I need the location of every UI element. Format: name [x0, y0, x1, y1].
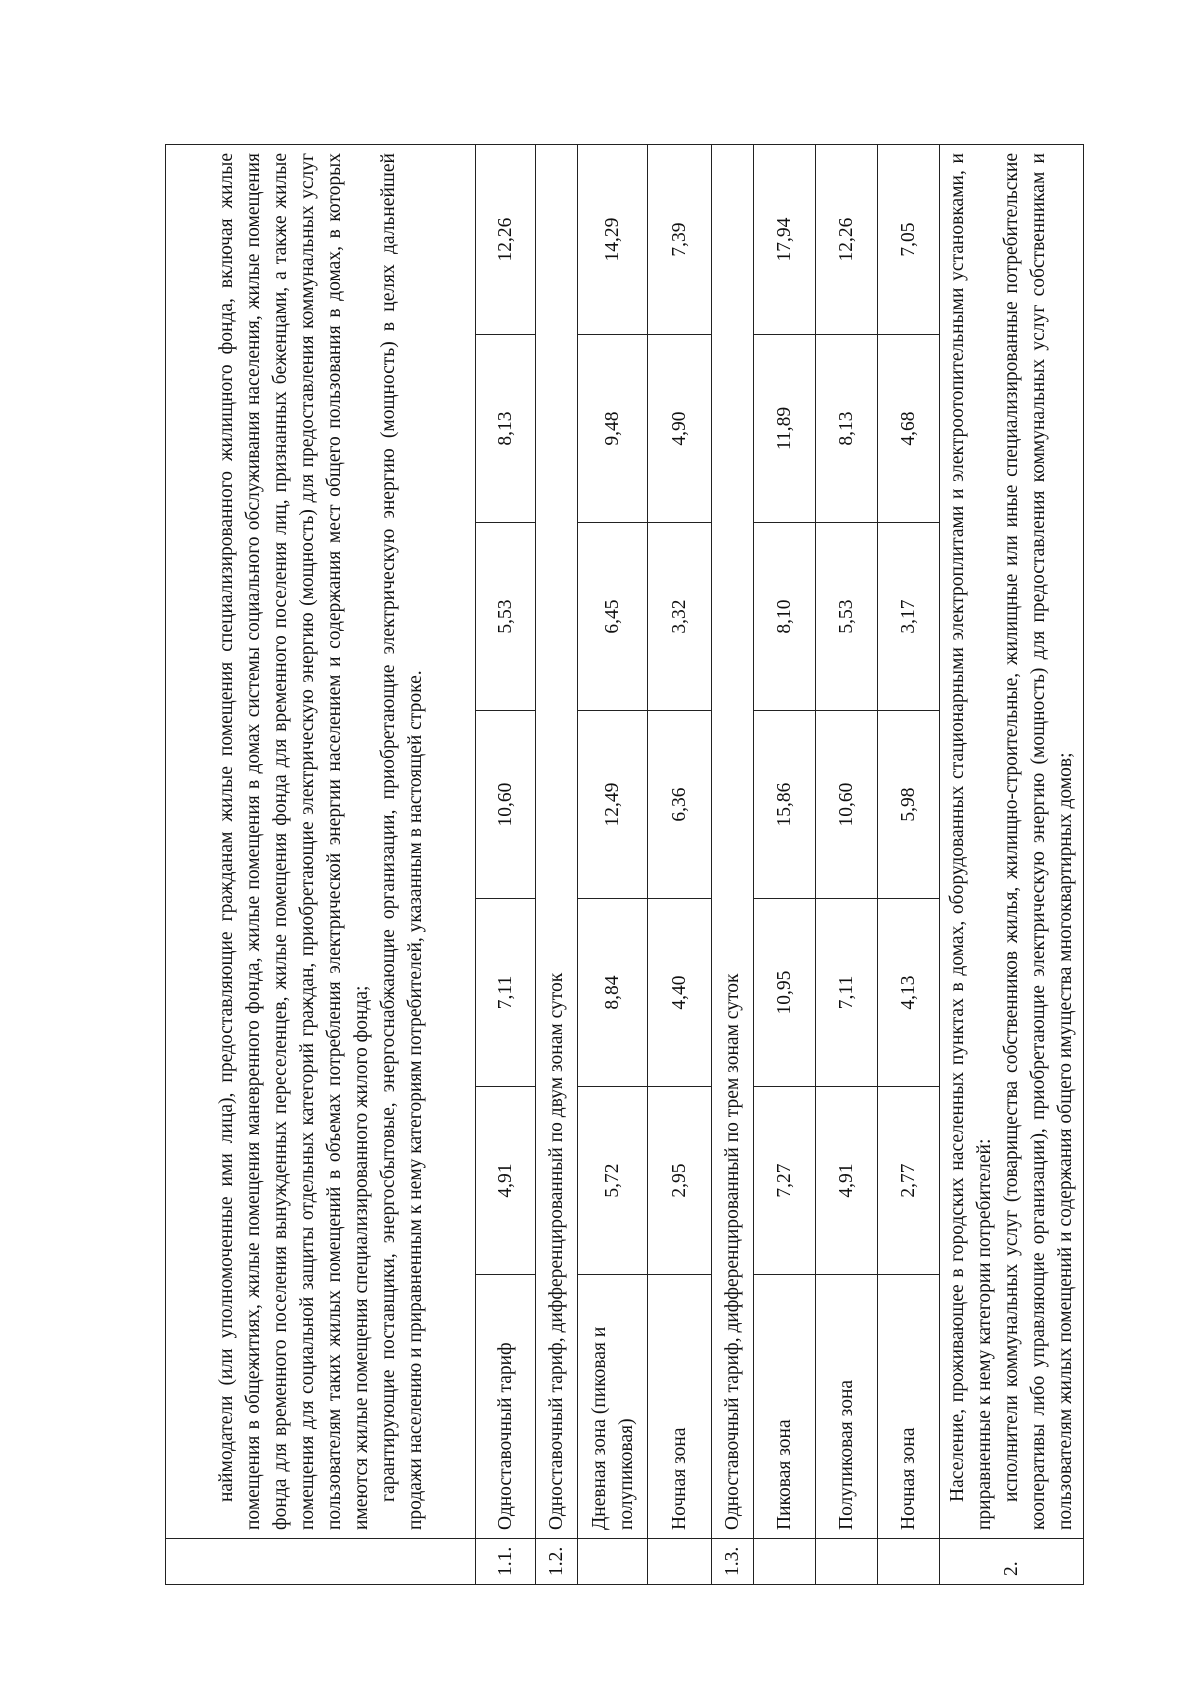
value-cell: 14,29: [578, 145, 648, 335]
intro-index-cell: [166, 1539, 476, 1585]
value-cell: 12,26: [476, 145, 536, 335]
value-cell: 3,17: [878, 523, 940, 711]
value-cell: 9,48: [578, 335, 648, 523]
table-row: [754, 145, 816, 1585]
value-cell: 12,49: [578, 711, 648, 899]
value-cell: 10,60: [816, 711, 878, 899]
value-cell: 8,13: [476, 335, 536, 523]
value-cell: 6,45: [578, 523, 648, 711]
table-row: [816, 145, 878, 1585]
rotated-tariff-table: [165, 145, 1076, 1585]
value-cell: 7,05: [878, 145, 940, 335]
intro-text-cell: [166, 145, 476, 1539]
row-label: Полупиковая зона: [816, 1275, 878, 1539]
value-cell: 7,11: [476, 899, 536, 1087]
row-label: Дневная зона (пиковая и полупиковая): [578, 1275, 648, 1539]
value-cell: 8,10: [754, 523, 816, 711]
row-label: Ночная зона: [648, 1275, 712, 1539]
row-index: 2.: [940, 1539, 1084, 1585]
row-index: [816, 1539, 878, 1585]
value-cell: 7,11: [816, 899, 878, 1087]
value-cell: 12,26: [816, 145, 878, 335]
value-cell: 4,90: [648, 335, 712, 523]
section2-row: [940, 145, 1084, 1585]
section-title: Одноставочный тариф, дифференцированный по трем зонам суток: [712, 145, 754, 1539]
value-cell: 7,27: [754, 1087, 816, 1275]
value-cell: 4,13: [878, 899, 940, 1087]
value-cell: 11,89: [754, 335, 816, 523]
intro-paragraph: наймодатели (или уполномоченные ими лица), предоставляющие гражданам жилые помещения специализированного жилищного фонда, включая жилые помещения в общежитиях, жилые помещения маневренного фонда, жилые помещения в домах системы социального обслуживания населения, жилые помещения фонда для временного поселения вынужденных переселенцев, жилые помещения фонда для временного поселения лиц, признанных беженцами, а также жилые помещения для социальной защиты отдельных категорий граждан, приобретающие электрическую энергию (мощность) для предоставления коммунальных услуг пользователям таких жилых помещений в объемах потребления электрической энергии населением и содержания мест общего пользования в домах, в которых имеются жилые помещения специализированного жилого фонда;: [215, 153, 372, 1530]
value-cell: 10,60: [476, 711, 536, 899]
value-cell: 10,95: [754, 899, 816, 1087]
row-index: [754, 1539, 816, 1585]
value-cell: 2,95: [648, 1087, 712, 1275]
row-index: 1.2.: [536, 1539, 578, 1585]
row-index: 1.3.: [712, 1539, 754, 1585]
value-cell: 15,86: [754, 711, 816, 899]
intro-row: [166, 145, 476, 1585]
table-row: [648, 145, 712, 1585]
section2-paragraph: Население, проживающее в городских населенных пунктах в домах, оборудованных стационарными электроплитами и электроотопительными установками, и приравненные к нему категории потребителей:: [947, 153, 995, 1530]
value-cell: 2,77: [878, 1087, 940, 1275]
value-cell: 4,91: [816, 1087, 878, 1275]
value-cell: 4,91: [476, 1087, 536, 1275]
value-cell: 3,32: [648, 523, 712, 711]
value-cell: 8,13: [816, 335, 878, 523]
value-cell: 4,40: [648, 899, 712, 1087]
table-row: [578, 145, 648, 1585]
table-row: [476, 145, 536, 1585]
table-row: [878, 145, 940, 1585]
section2-paragraph: исполнители коммунальных услуг (товарищества собственников жилья, жилищно-строительные, жилищные или иные специализированные потребительские кооперативы либо управляющие организации), приобретающие электрическую энергию (мощность) для предоставления коммунальных услуг собственникам и пользователям жилых помещений и содержания общего имущества многоквартирных домов;: [1001, 153, 1076, 1530]
section2-text-cell: [940, 145, 1084, 1539]
value-cell: 7,39: [648, 145, 712, 335]
row-label: Одноставочный тариф: [476, 1275, 536, 1539]
row-index: [648, 1539, 712, 1585]
row-label: Ночная зона: [878, 1275, 940, 1539]
section-title: Одноставочный тариф, дифференцированный по двум зонам суток: [536, 145, 578, 1539]
value-cell: 4,68: [878, 335, 940, 523]
row-label: Пиковая зона: [754, 1275, 816, 1539]
section-row: [712, 145, 754, 1585]
row-index: [878, 1539, 940, 1585]
tariff-table: [165, 144, 1084, 1585]
row-index: 1.1.: [476, 1539, 536, 1585]
value-cell: 8,84: [578, 899, 648, 1087]
value-cell: 5,98: [878, 711, 940, 899]
value-cell: 5,53: [476, 523, 536, 711]
row-index: [578, 1539, 648, 1585]
value-cell: 5,53: [816, 523, 878, 711]
value-cell: 6,36: [648, 711, 712, 899]
value-cell: 17,94: [754, 145, 816, 335]
intro-paragraph: гарантирующие поставщики, энергосбытовые, энергоснабжающие организации, приобретающие электрическую энергию (мощность) в целях дальнейшей продажи населению и приравненным к нему категориям потребителей, указанным в настоящей строке.: [377, 153, 426, 1530]
section-row: [536, 145, 578, 1585]
value-cell: 5,72: [578, 1087, 648, 1275]
